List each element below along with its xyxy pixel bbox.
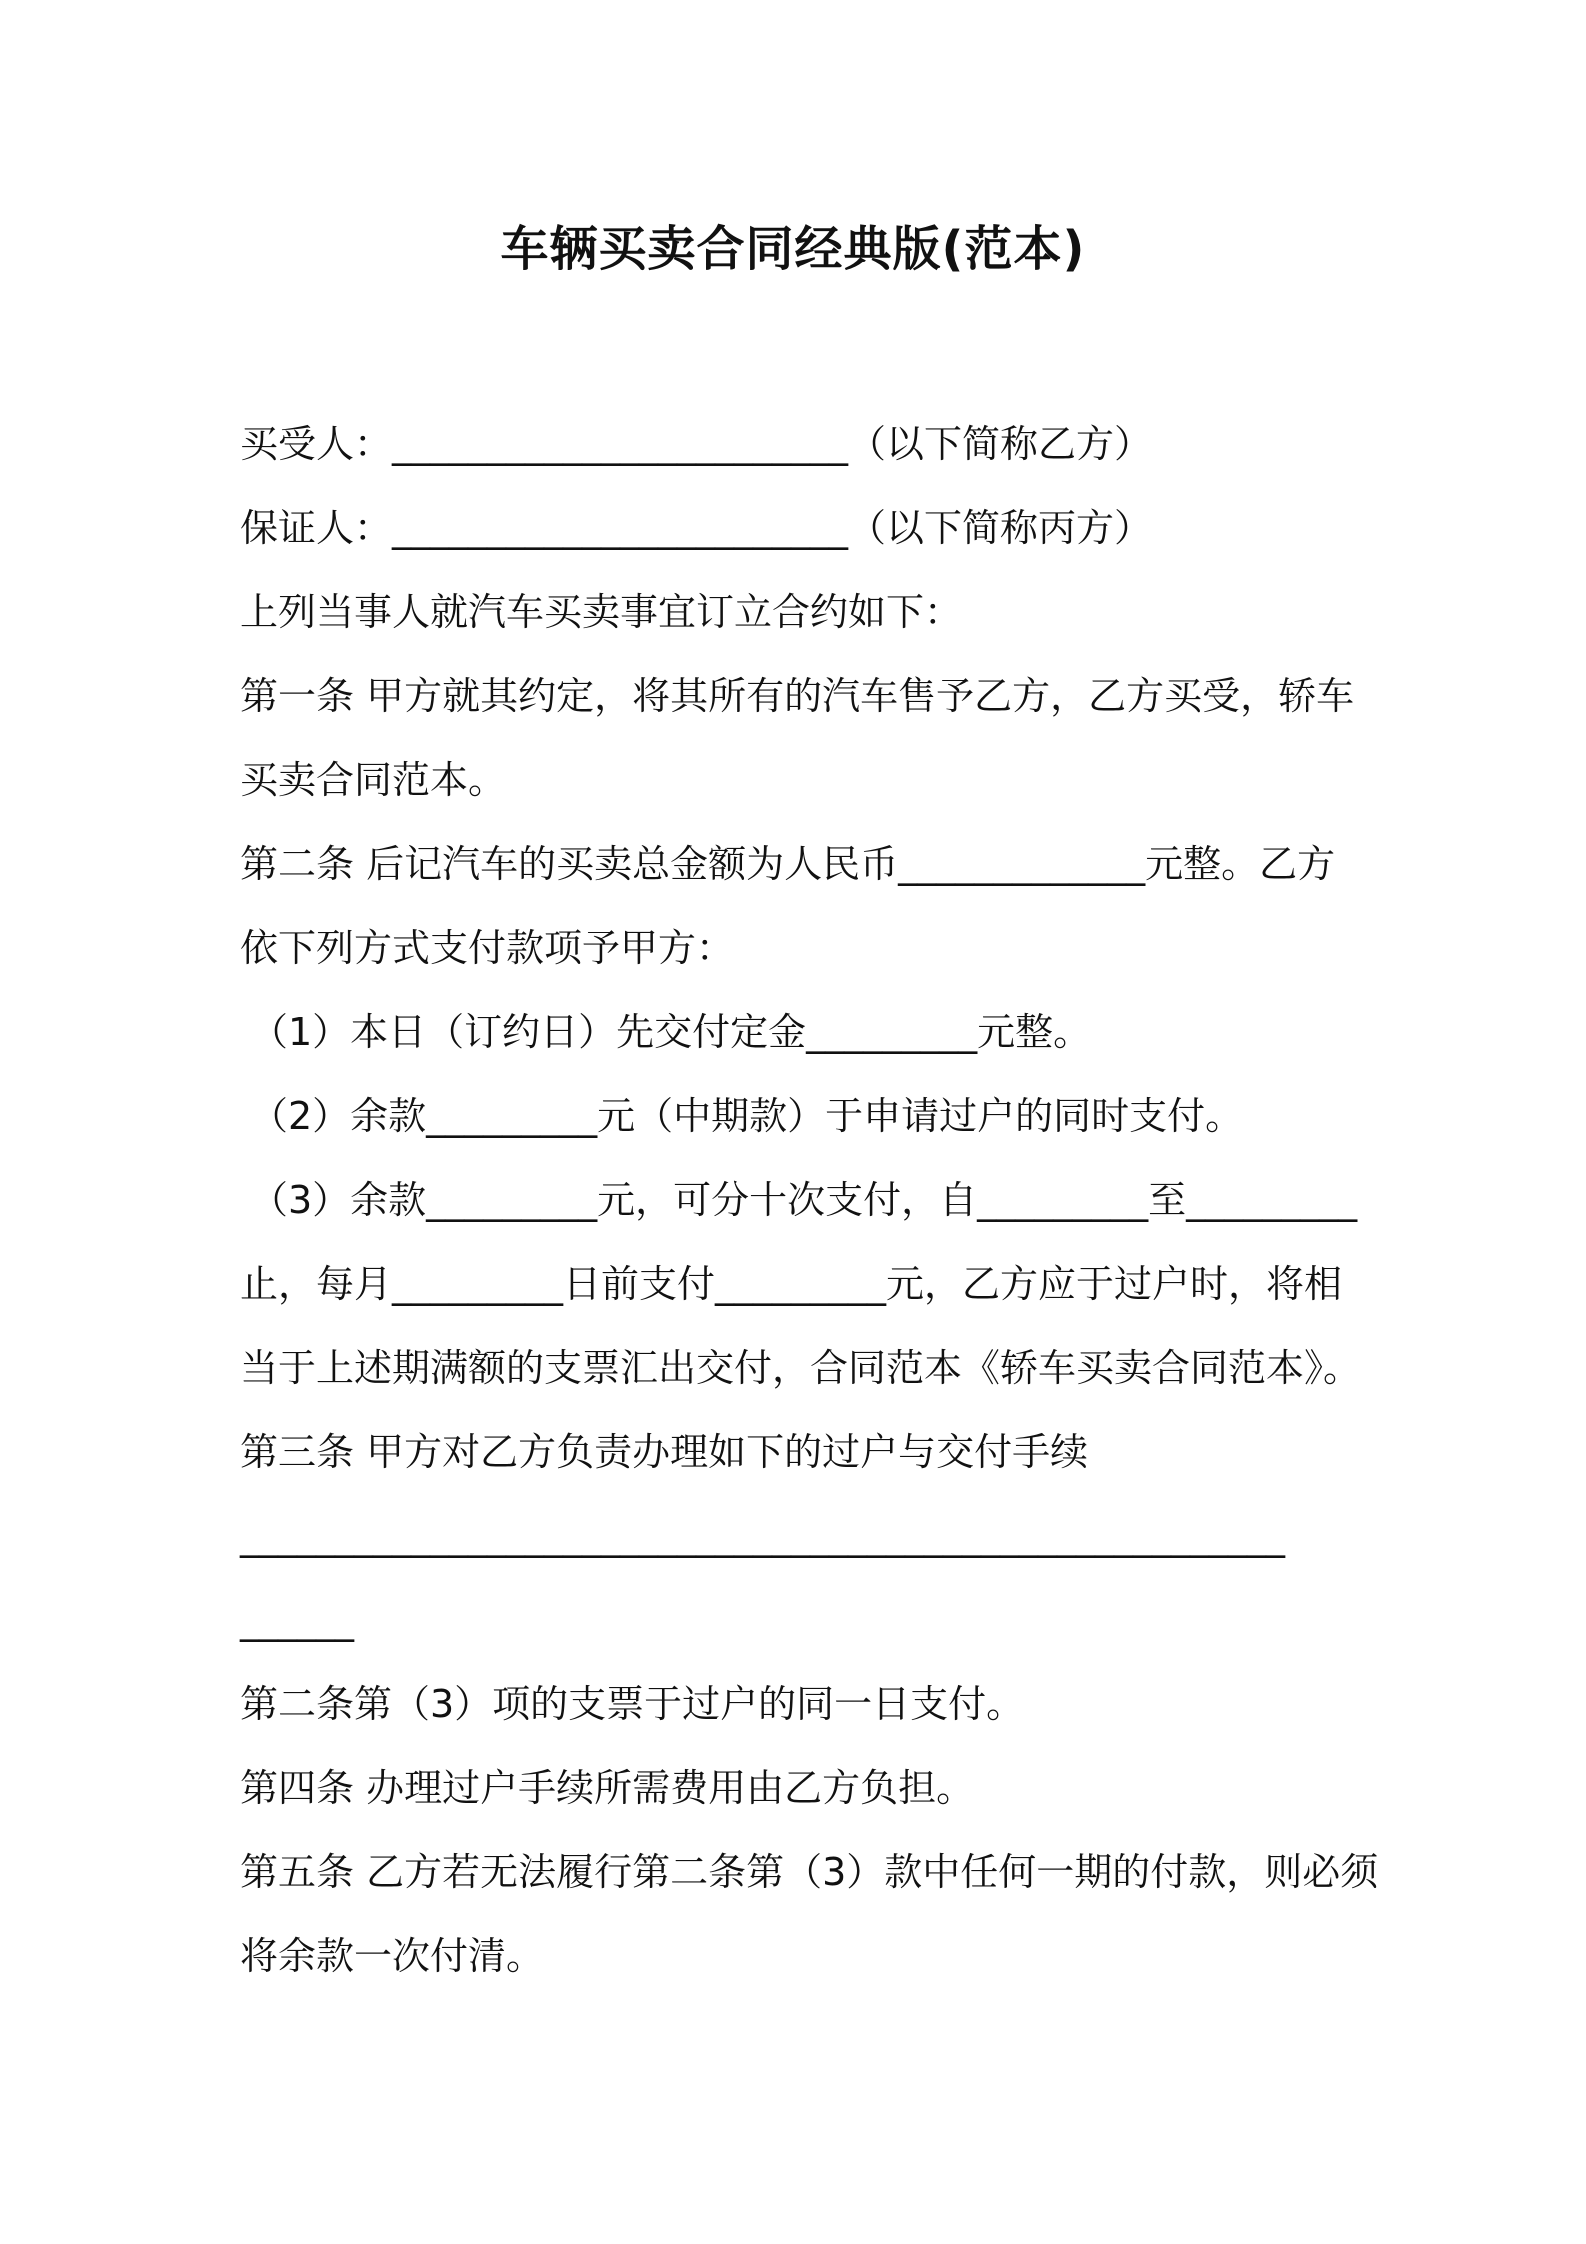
buyer-line: 买受人：________________________（以下简称乙方） [240,422,1153,466]
article-2-line-1: 第二条 后记汽车的买卖总金额为人民币_____________元整。乙方 [240,842,1336,886]
article-5-line-1: 第五条 乙方若无法履行第二条第（3）款中任何一期的付款，则必须 [240,1850,1379,1894]
article-3-blank-line-1: _______________________________________________________ [240,1514,1285,1558]
payment-item-3-line-3: 当于上述期满额的支票汇出交付，合同范本《轿车买卖合同范本》。 [240,1346,1362,1390]
article-3-blank-line-2: ______ [240,1598,354,1642]
article-1-line-1: 第一条 甲方就其约定，将其所有的汽车售予乙方，乙方买受，轿车 [240,674,1355,718]
check-payment-line: 第二条第（3）项的支票于过户的同一日支付。 [240,1682,1025,1726]
contract-body [240,402,1379,1998]
payment-item-1: （1）本日（订约日）先交付定金_________元整。 [250,1010,1092,1054]
preamble-line: 上列当事人就汽车买卖事宜订立合约如下： [240,590,963,634]
article-1-line-2: 买卖合同范本。 [240,758,507,802]
article-5-line-2: 将余款一次付清。 [240,1934,545,1978]
article-2-line-2: 依下列方式支付款项予甲方： [240,926,735,970]
article-3-line: 第三条 甲方对乙方负责办理如下的过户与交付手续 [240,1430,1089,1474]
document-title: 车辆买卖合同经典版(范本) [500,221,1086,277]
payment-item-3-line-2: 止，每月_________日前支付_________元，乙方应于过户时，将相 [240,1262,1343,1306]
payment-item-3-line-1: （3）余款_________元，可分十次支付，自_________至_________ [250,1178,1358,1222]
payment-item-2: （2）余款_________元（中期款）于申请过户的同时支付。 [250,1094,1244,1138]
article-4-line: 第四条 办理过户手续所需费用由乙方负担。 [240,1766,975,1810]
guarantor-line: 保证人：________________________（以下简称丙方） [240,506,1153,550]
